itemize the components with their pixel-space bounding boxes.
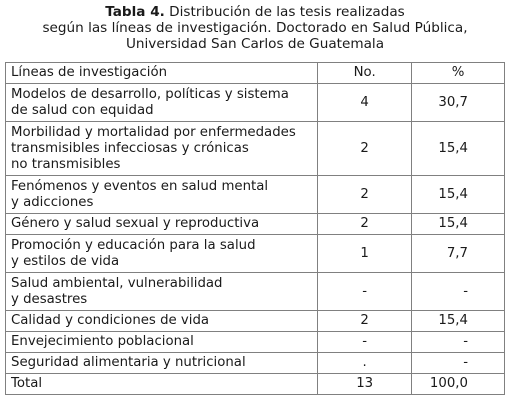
research-line-text: transmisibles infecciosas y crónicas bbox=[11, 140, 249, 156]
header-count: No. bbox=[318, 63, 412, 84]
header-research-line: Líneas de investigación bbox=[6, 63, 318, 84]
research-line-text: Envejecimiento poblacional bbox=[11, 334, 194, 349]
count-cell: 4 bbox=[318, 84, 412, 122]
caption-line-3: Universidad San Carlos de Guatemala bbox=[125, 36, 385, 52]
research-line-cell bbox=[6, 235, 318, 273]
research-line-text: Modelos de desarrollo, políticas y sistema bbox=[11, 86, 289, 102]
research-line-cell bbox=[6, 84, 318, 122]
table-row bbox=[6, 332, 505, 353]
table-caption bbox=[0, 0, 510, 52]
research-line-text: Género y salud sexual y reproductiva bbox=[11, 216, 260, 231]
table-row bbox=[6, 176, 505, 214]
total-percent: 100,0 bbox=[412, 374, 505, 395]
research-line-text: Fenómenos y eventos en salud mental bbox=[11, 178, 269, 194]
percent-cell: 15,4 bbox=[412, 311, 505, 332]
table-row bbox=[6, 214, 505, 235]
percent-cell: - bbox=[412, 273, 505, 311]
count-cell: 2 bbox=[318, 214, 412, 235]
research-line-text: de salud con equidad bbox=[11, 102, 154, 118]
research-lines-table bbox=[5, 62, 505, 395]
research-line-text: Promoción y educación para la salud bbox=[11, 237, 256, 253]
count-cell: 2 bbox=[318, 122, 412, 176]
research-line-text: Morbilidad y mortalidad por enfermedades bbox=[11, 124, 296, 140]
percent-cell: - bbox=[412, 332, 505, 353]
research-line-cell bbox=[6, 273, 318, 311]
percent-cell: - bbox=[412, 353, 505, 374]
header-row bbox=[6, 63, 505, 84]
count-cell: 2 bbox=[318, 311, 412, 332]
table-row bbox=[6, 311, 505, 332]
count-cell: . bbox=[318, 353, 412, 374]
research-line-cell bbox=[6, 122, 318, 176]
count-cell: 2 bbox=[318, 176, 412, 214]
research-line-text: y adicciones bbox=[11, 194, 94, 210]
caption-line-2: según las líneas de investigación. Doctorado en Salud Pública, bbox=[42, 20, 468, 36]
research-line-text: Seguridad alimentaria y nutricional bbox=[11, 355, 246, 370]
total-row bbox=[6, 374, 505, 395]
research-line-text: y desastres bbox=[11, 291, 88, 307]
total-count: 13 bbox=[318, 374, 412, 395]
table-row bbox=[6, 353, 505, 374]
research-line-cell bbox=[6, 353, 318, 374]
percent-cell: 15,4 bbox=[412, 176, 505, 214]
table-row bbox=[6, 122, 505, 176]
caption-label: Tabla 4. bbox=[105, 4, 165, 20]
research-line-cell bbox=[6, 332, 318, 353]
research-line-text: Salud ambiental, vulnerabilidad bbox=[11, 275, 223, 291]
percent-cell: 15,4 bbox=[412, 122, 505, 176]
table-row bbox=[6, 84, 505, 122]
table-row bbox=[6, 273, 505, 311]
caption-title-part-1: Distribución de las tesis realizadas bbox=[164, 4, 405, 20]
research-line-cell bbox=[6, 214, 318, 235]
count-cell: - bbox=[318, 273, 412, 311]
table-row bbox=[6, 235, 505, 273]
percent-cell: 7,7 bbox=[412, 235, 505, 273]
research-line-text: y estilos de vida bbox=[11, 253, 120, 269]
count-cell: 1 bbox=[318, 235, 412, 273]
research-line-text: Calidad y condiciones de vida bbox=[11, 313, 210, 328]
percent-cell: 30,7 bbox=[412, 84, 505, 122]
research-line-cell bbox=[6, 176, 318, 214]
count-cell: - bbox=[318, 332, 412, 353]
total-label: Total bbox=[6, 374, 318, 395]
header-percent: % bbox=[412, 63, 505, 84]
research-line-cell bbox=[6, 311, 318, 332]
research-line-text: no transmisibles bbox=[11, 156, 121, 172]
percent-cell: 15,4 bbox=[412, 214, 505, 235]
caption-line-1 bbox=[0, 4, 510, 20]
